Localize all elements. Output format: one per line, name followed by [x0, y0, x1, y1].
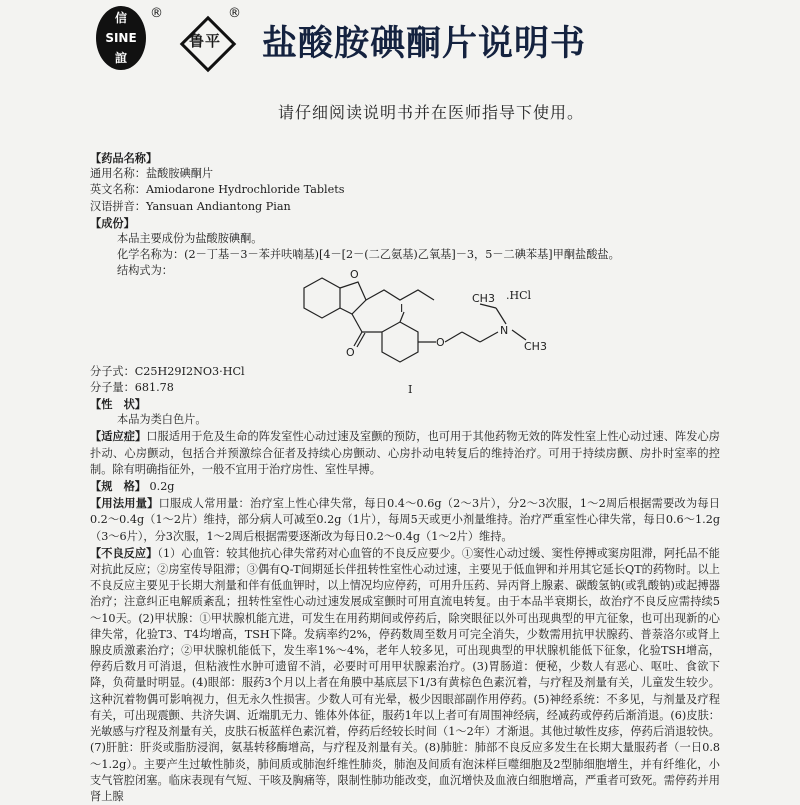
structure-label: 结构式为：	[117, 264, 173, 278]
atom-i-top: I	[400, 301, 404, 315]
brand-logo	[96, 6, 146, 70]
registered-mark-2: ®	[228, 6, 241, 21]
specification-text: 0.2g	[149, 480, 175, 494]
dosage-heading: 【用法用量】	[90, 496, 159, 511]
molecular-formula: 分子式：C25H29I2NO3·HCl	[90, 364, 245, 378]
document-title: 盐酸胺碘酮片说明书	[262, 24, 587, 64]
atom-n: N	[500, 323, 509, 337]
indications-text: 口服适用于危及生命的阵发室性心动过速及室颤的预防，也可用于其他药物无效的阵发性室上性心动过速、阵发心房扑动、心房颤动，包括合并预激综合征者及持续心房颤动、心房扑动电转复后的维持治疗。可用于持续房颤、房扑时室率的控制。除有明确指征外，一般不宜用于治疗房性、室性早搏。	[90, 430, 720, 476]
atom-o-ring: O	[350, 267, 359, 281]
properties-text: 本品为类白色片。	[117, 413, 207, 427]
document-header	[0, 0, 800, 90]
specification-section	[90, 478, 720, 495]
english-name: 英文名称：Amiodarone Hydrochloride Tablets	[90, 183, 345, 197]
atom-ch3-top: CH3	[472, 291, 495, 305]
indications-heading: 【适应症】	[90, 429, 147, 444]
company-logo	[174, 12, 236, 70]
atom-ch3-right: CH3	[524, 339, 547, 353]
adverse-text: （1）心血管：较其他抗心律失常药对心血管的不良反应要少。①窦性心动过缓、窦性停搏或窦房阻滞，阿托品不能对抗此反应；②房室传导阻滞；③偶有Q-T间期延长伴扭转性室性心动过速，主要见于低血钾和并用其它延长QT的药物时。以上不良反应主要见于长期大剂量和伴有低血钾时，以上情况均应停药，可用升压药、异丙肾上腺素、碳酸氢钠(或乳酸钠)或起搏器治疗；注意纠正电解质紊乱；扭转性室性心动过速发展成室颤时可用直流电转复。由于本品半衰期长，故治疗不良反应需持续5～10天。(2)甲状腺：①甲状腺机能亢进，可发生在用药期间或停药后，除突眼征以外可出现典型的甲亢征象，也可出现新的心律失常，化验T3、T4均增高，TSH下降。发病率约2%，停药数周至数月可完全消失，少数需用抗甲状腺药、普萘洛尔或肾上腺皮质激素治疗；②甲状腺机能低下，发生率1%～4%，老年人较多见，可出现典型的甲状腺机能低下征象，化验TSH增高，停药后数月可消退，但粘液性水肿可遗留不消，必要时可用甲状腺素治疗。(3)胃肠道：便秘，少数人有恶心、呕吐、食欲下降，负荷量时明显。(4)眼部：服药3个月以上者在角膜中基底层下1/3有黄棕色色素沉着，与疗程及剂量有关，儿童发生较少。这种沉着物偶可影响视力，但无永久性损害。少数人可有光晕，极少因眼部副作用停药。(5)神经系统：不多见，与剂量及疗程有关，可出现震颤、共济失调、近端肌无力、锥体外体征，服药1年以上者可有周围神经病，经减药或停药后渐消退。(6)皮肤：光敏感与疗程及剂量有关，皮肤石板蓝样色素沉着，停药后经较长时间（1～2年）才渐退。其他过敏性皮疹，停药后消退较快。(7)肝脏：肝炎或脂肪浸润，氨基转移酶增高，与疗程及剂量有关。(8)肺脏：肺部不良反应多发生在长期大量服药者（一日0.8～1.2g）。主要产生过敏性肺炎，肺间质或肺泡纤维性肺炎，肺泡及间质有泡沫样巨噬细胞及2型肺细胞增生，并有纤维化，小支气管腔闭塞。临床表现有气短、干咳及胸痛等，限制性肺功能改变，血沉增快及血液白细胞增高，严重者可致死。需停药并用肾上腺	[90, 546, 720, 803]
brand-logo-char-bottom: 誼	[114, 51, 127, 65]
brand-logo-char-top: 信	[114, 11, 127, 25]
registered-mark-1: ®	[150, 6, 163, 21]
atom-o-ether: O	[436, 335, 445, 349]
chemical-name: 化学名称为：(2－丁基－3－苯并呋喃基)[4－[2－(二乙氨基)乙氧基]－3，5－二碘苯基]甲酮盐酸盐。	[117, 248, 620, 262]
indications-section	[90, 428, 720, 478]
dosage-section	[90, 495, 720, 545]
company-logo-text: 鲁平	[188, 32, 221, 50]
atom-i-bottom: I	[408, 383, 413, 396]
composition-heading: 【成份】	[90, 215, 135, 230]
adverse-heading: 【不良反应】	[90, 545, 158, 560]
properties-heading: 【性 状】	[90, 397, 146, 412]
adverse-reactions-section	[90, 545, 720, 805]
generic-name: 通用名称：盐酸胺碘酮片	[90, 167, 214, 181]
atom-o-carbonyl: O	[346, 345, 355, 359]
composition-main: 本品主要成份为盐酸胺碘酮。	[117, 232, 263, 246]
hcl-label: .HCl	[506, 288, 532, 302]
brand-logo-sine: SINE	[105, 31, 137, 45]
leaflet-body	[90, 150, 720, 805]
specification-heading: 【规 格】	[90, 479, 146, 494]
drug-name-heading: 【药品名称】	[90, 151, 158, 165]
dosage-text: 口服成人常用量：治疗室上性心律失常，每日0.4～0.6g（2～3片），分2～3次服，1～2周后根据需要改为每日0.2～0.4g（1～2片）维持，部分病人可减至0.2g（1片），每周5天或更小剂量维持。治疗严重室性心律失常，每日0.6～1.2g（3～6片），分3次服，1～2周后根据需要逐渐改为每日0.2～0.4g（1～2片）维持。	[90, 497, 720, 543]
molecular-weight: 分子量：681.78	[90, 380, 174, 394]
pinyin-name: 汉语拼音：Yansuan Andiantong Pian	[90, 199, 291, 213]
usage-notice: 请仔细阅读说明书并在医师指导下使用。	[278, 103, 585, 122]
